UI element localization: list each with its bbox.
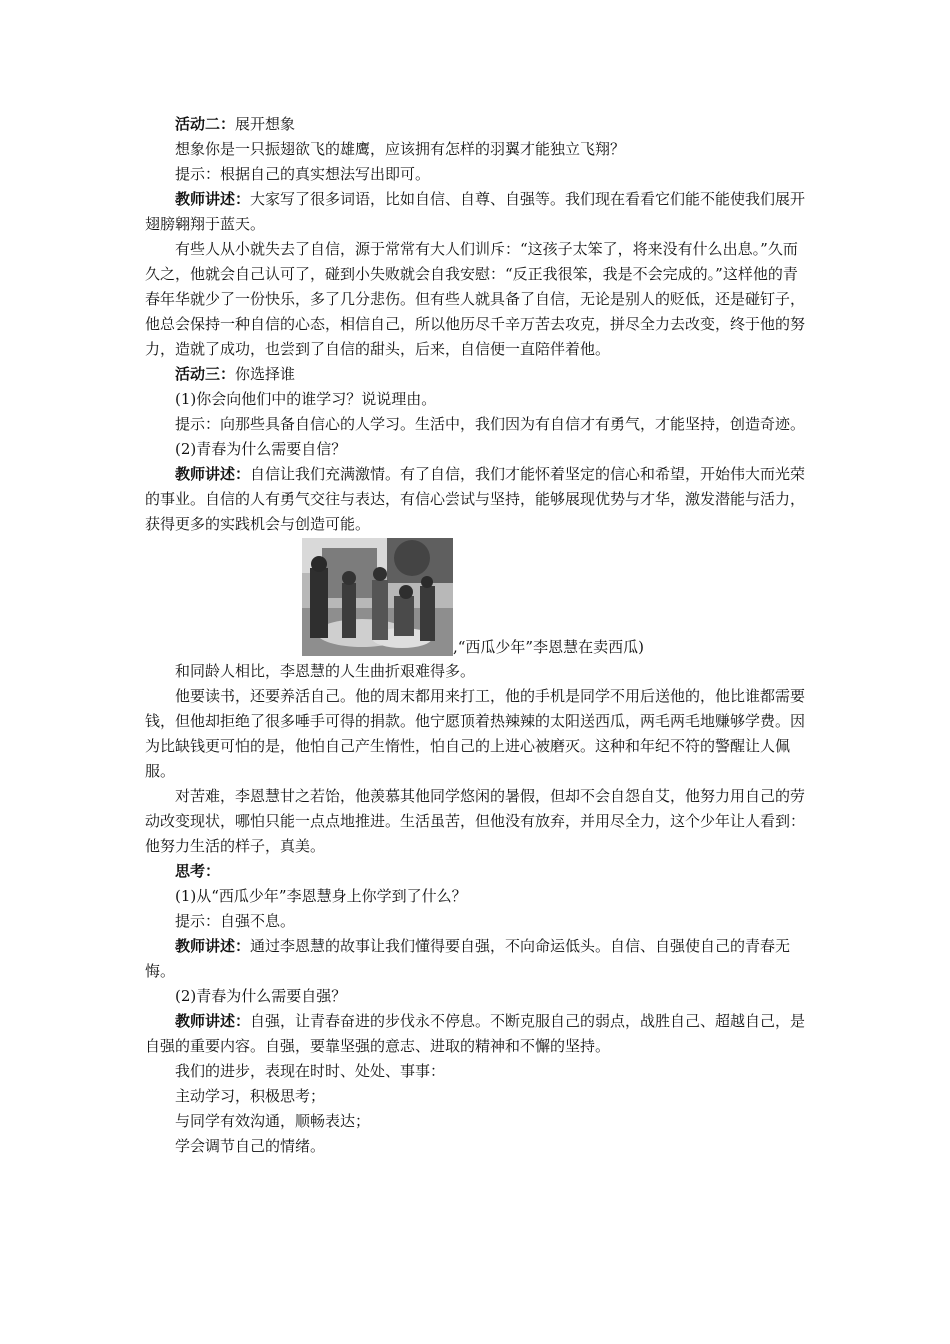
paragraph-text: 通过李恩慧的故事让我们懂得要自强，不向命运低头。自信、自强使自己的青春无悔。 [145,937,791,980]
paragraph [145,934,807,984]
paragraph-text: 自强，让青春奋进的步伐永不停息。不断克服自己的弱点，战胜自己、超越自己，是自强的重要内容。自强，要靠坚强的意志、进取的精神和不懈的坚持。 [145,1012,806,1055]
paragraph-label: 思考： [175,862,221,880]
paragraph-label: 教师讲述： [175,190,251,208]
paragraph-text: 与同学有效沟通，顺畅表达； [175,1112,371,1130]
paragraph [145,1134,807,1159]
section-before-photo [145,112,807,537]
figure [145,538,807,658]
paragraph [145,909,807,934]
paragraph-text: 自信让我们充满激情。有了自信，我们才能怀着坚定的信心和希望，开始伟大而光荣的事业。自信的人有勇气交往与表达，有信心尝试与坚持，能够展现优势与才华，激发潜能与活力，获得更多的实践机会与创造可能。 [145,465,806,533]
paragraph [145,659,807,684]
paragraph [145,437,807,462]
paragraph [145,237,807,362]
paragraph [145,412,807,437]
paragraph-text: 对苦难，李恩慧甘之若饴，他羡慕其他同学悠闲的暑假，但却不会自怨自艾，他努力用自己的劳动改变现状，哪怕只能一点点地推进。生活虽苦，但他没有放弃，并用尽全力，这个少年让人看到：他努力生活的样子，真美。 [145,787,806,855]
document-page [145,112,807,1159]
paragraph-text: (1)你会向他们中的谁学习？说说理由。 [175,390,437,408]
paragraph [145,462,807,537]
paragraph [145,1009,807,1059]
paragraph-text: 学会调节自己的情绪。 [175,1137,326,1155]
paragraph [145,1109,807,1134]
paragraph [145,112,807,137]
paragraph [145,162,807,187]
paragraph-text: 有些人从小就失去了自信，源于常常有大人们训斥：“这孩子太笨了，将来没有什么出息。”久而久之，他就会自己认可了，碰到小失败就会自我安慰：“反正我很笨，我是不会完成的。”这样他的青春年华就少了一份快乐，多了几分悲伤。但有些人就具备了自信，无论是别人的贬低，还是碰钉子，他总会保持一种自信的心态，相信自己，所以他历尽千辛万苦去攻克，拼尽全力去改变，终于他的努力，造就了成功，也尝到了自信的甜头，后来，自信便一直陪伴着他。 [145,240,806,358]
paragraph [145,784,807,859]
paragraph-text: (2)青春为什么需要自信？ [175,440,347,458]
paragraph [145,387,807,412]
paragraph [145,362,807,387]
paragraph [145,684,807,784]
paragraph-label: 活动二： [175,115,236,133]
paragraph [145,984,807,1009]
paragraph-text: 你选择谁 [235,365,296,383]
paragraph [145,1059,807,1084]
paragraph [145,859,807,884]
paragraph-text: 提示：根据自己的真实想法写出即可。 [175,165,431,183]
paragraph [145,187,807,237]
paragraph-text: (2)青春为什么需要自强？ [175,987,347,1005]
paragraph-text: 想象你是一只振翅欲飞的雄鹰，应该拥有怎样的羽翼才能独立飞翔？ [175,140,626,158]
paragraph-text: 展开想象 [235,115,296,133]
paragraph-text: 提示：自强不息。 [175,912,296,930]
watermelon-boy-photo [302,538,453,656]
paragraph-text: 主动学习，积极思考； [175,1087,326,1105]
paragraph [145,137,807,162]
paragraph [145,1084,807,1109]
paragraph-text: (1)从“西瓜少年”李恩慧身上你学到了什么？ [175,887,467,905]
paragraph-label: 活动三： [175,365,236,383]
paragraph-text: 他要读书，还要养活自己。他的周末都用来打工，他的手机是同学不用后送他的，他比谁都需要钱，但他却拒绝了很多唾手可得的捐款。他宁愿顶着热辣辣的太阳送西瓜，两毛两毛地赚够学费。因为比缺钱更可怕的是，他怕自己产生惰性，怕自己的上进心被磨灭。这种和年纪不符的警醒让人佩服。 [145,687,806,780]
paragraph-label: 教师讲述： [175,465,251,483]
paragraph-label: 教师讲述： [175,1012,251,1030]
section-after-photo [145,659,807,1159]
paragraph-label: 教师讲述： [175,937,251,955]
paragraph [145,884,807,909]
paragraph-text: 大家写了很多词语，比如自信、自尊、自强等。我们现在看看它们能不能使我们展开翅膀翱翔于蓝天。 [145,190,806,233]
paragraph-text: 我们的进步，表现在时时、处处、事事： [175,1062,446,1080]
figure-caption: ,“西瓜少年”李恩慧在卖西瓜) [453,638,644,656]
paragraph-text: 提示：向那些具备自信心的人学习。生活中，我们因为有自信才有勇气，才能坚持，创造奇迹。 [175,415,806,433]
paragraph-text: 和同龄人相比，李恩慧的人生曲折艰难得多。 [175,662,476,680]
